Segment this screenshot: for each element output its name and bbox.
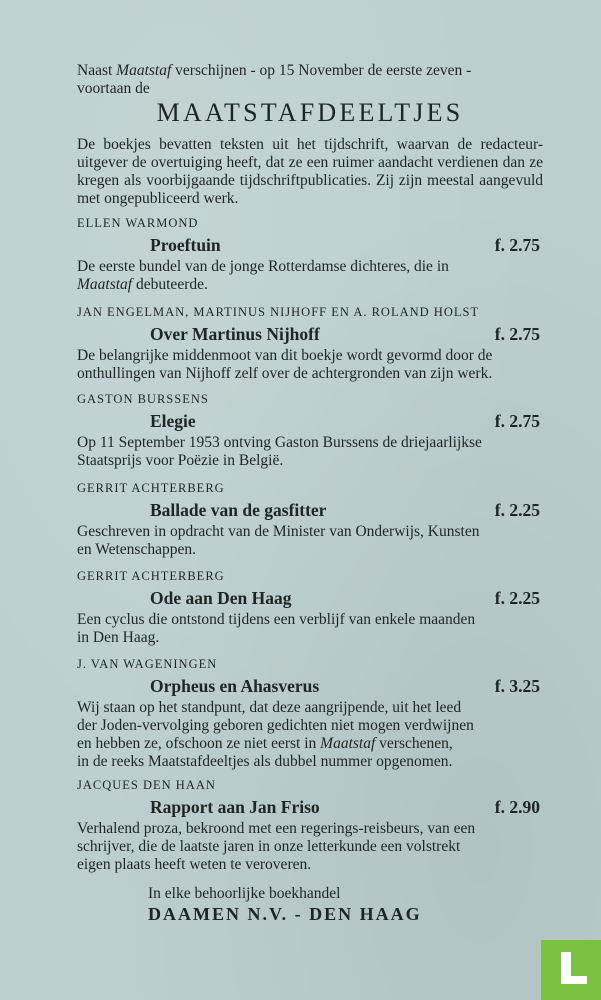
book-author: GERRIT ACHTERBERG xyxy=(77,569,225,583)
book-title: Ode aan Den Haag xyxy=(150,588,292,608)
book-author: GASTON BURSSENS xyxy=(77,392,209,406)
book-description-line: in Den Haag. xyxy=(77,629,160,646)
publisher-name: DAAMEN N.V. - DEN HAAG xyxy=(148,904,422,924)
book-description xyxy=(77,820,543,874)
book-title: Orpheus en Ahasverus xyxy=(150,676,320,696)
logo-letter-part xyxy=(561,976,587,984)
book-price: f. 2.90 xyxy=(494,797,540,817)
series-description: De boekjes bevatten teksten uit het tijdschrift, waarvan de redacteur-uitgever de overtuiging heeft, dat ze een ruimer aandacht verdienen dan ze kregen als voorbijgaande tijdschriftpublicaties. Zij zijn meestal aangevuld met ongepubliceerd werk. xyxy=(77,136,543,207)
book-description-line: en Wetenschappen. xyxy=(77,541,196,558)
book-description-line: Wij staan op het standpunt, dat deze aangrijpende, uit het leed xyxy=(77,699,462,716)
series-title: MAATSTAFDEELTJES xyxy=(156,98,464,127)
book-description-line: Staatsprijs voor Poëzie in België. xyxy=(77,452,284,469)
book-description-line: Maatstaf debuteerde. xyxy=(77,276,208,293)
closing-line: In elke behoorlijke boekhandel xyxy=(148,885,341,902)
book-price: f. 3.25 xyxy=(494,676,540,696)
book-description-line: Een cyclus die ontstond tijdens een verblijf van enkele maanden xyxy=(77,611,476,628)
book-description-line: Geschreven in opdracht van de Minister van Onderwijs, Kunsten xyxy=(77,523,480,540)
book-title: Over Martinus Nijhoff xyxy=(150,324,320,344)
book-description xyxy=(77,258,543,294)
book-price: f. 2.75 xyxy=(494,411,540,431)
intro-text-part: verschijnen - op 15 November de eerste zeven - xyxy=(171,62,472,79)
book-description xyxy=(77,434,543,470)
book-description-line: schrijver, die de laatste jaren in onze letterkunde een volstrekt xyxy=(77,838,461,855)
book-author: JACQUES DEN HAAN xyxy=(77,778,216,792)
book-description-line: De belangrijke middenmoot van dit boekje wordt gevormd door de xyxy=(77,347,493,364)
book-title: Ballade van de gasfitter xyxy=(150,500,327,520)
book-description xyxy=(77,523,543,559)
book-price: f. 2.25 xyxy=(494,588,540,608)
intro-magazine-name: Maatstaf xyxy=(116,62,172,79)
book-author: J. VAN WAGENINGEN xyxy=(77,657,218,671)
book-author: ELLEN WARMOND xyxy=(77,216,199,230)
book-title: Elegie xyxy=(150,411,196,431)
book-description-line: en hebben ze, ofschoon ze niet eerst in Maatstaf verschenen, xyxy=(77,735,453,752)
book-description-line: onthullingen van Nijhoff zelf over de achtergronden van zijn werk. xyxy=(77,365,493,382)
book-description xyxy=(77,611,543,647)
intro-text-part: Naast xyxy=(77,62,117,79)
book-description-line: De eerste bundel van de jonge Rotterdamse dichteres, die in xyxy=(77,258,449,275)
book-title: Rapport aan Jan Friso xyxy=(150,797,320,817)
book-description-line: der Joden-vervolging geboren gedichten niet mogen verdwijnen xyxy=(77,717,474,734)
book-description-line: Op 11 September 1953 ontving Gaston Burssens de driejaarlijkse xyxy=(77,434,482,451)
intro-text xyxy=(77,62,543,98)
book-title: Proeftuin xyxy=(150,235,221,255)
book-description xyxy=(77,699,543,771)
intro-text-part: voortaan de xyxy=(77,80,150,97)
book-author: JAN ENGELMAN, MARTINUS NIJHOFF EN A. ROLAND HOLST xyxy=(77,305,480,319)
book-price: f. 2.75 xyxy=(494,324,540,344)
book-price: f. 2.25 xyxy=(494,500,540,520)
book-author: GERRIT ACHTERBERG xyxy=(77,481,225,495)
book-description-line: eigen plaats heeft weten te veroveren. xyxy=(77,856,312,873)
book-description-line: in de reeks Maatstafdeeltjes als dubbel nummer opgenomen. xyxy=(77,753,453,770)
corner-logo xyxy=(541,940,601,1000)
book-description xyxy=(77,347,543,383)
book-price: f. 2.75 xyxy=(494,235,540,255)
book-description-line: Verhalend proza, bekroond met een regerings-reisbeurs, van een xyxy=(77,820,476,837)
